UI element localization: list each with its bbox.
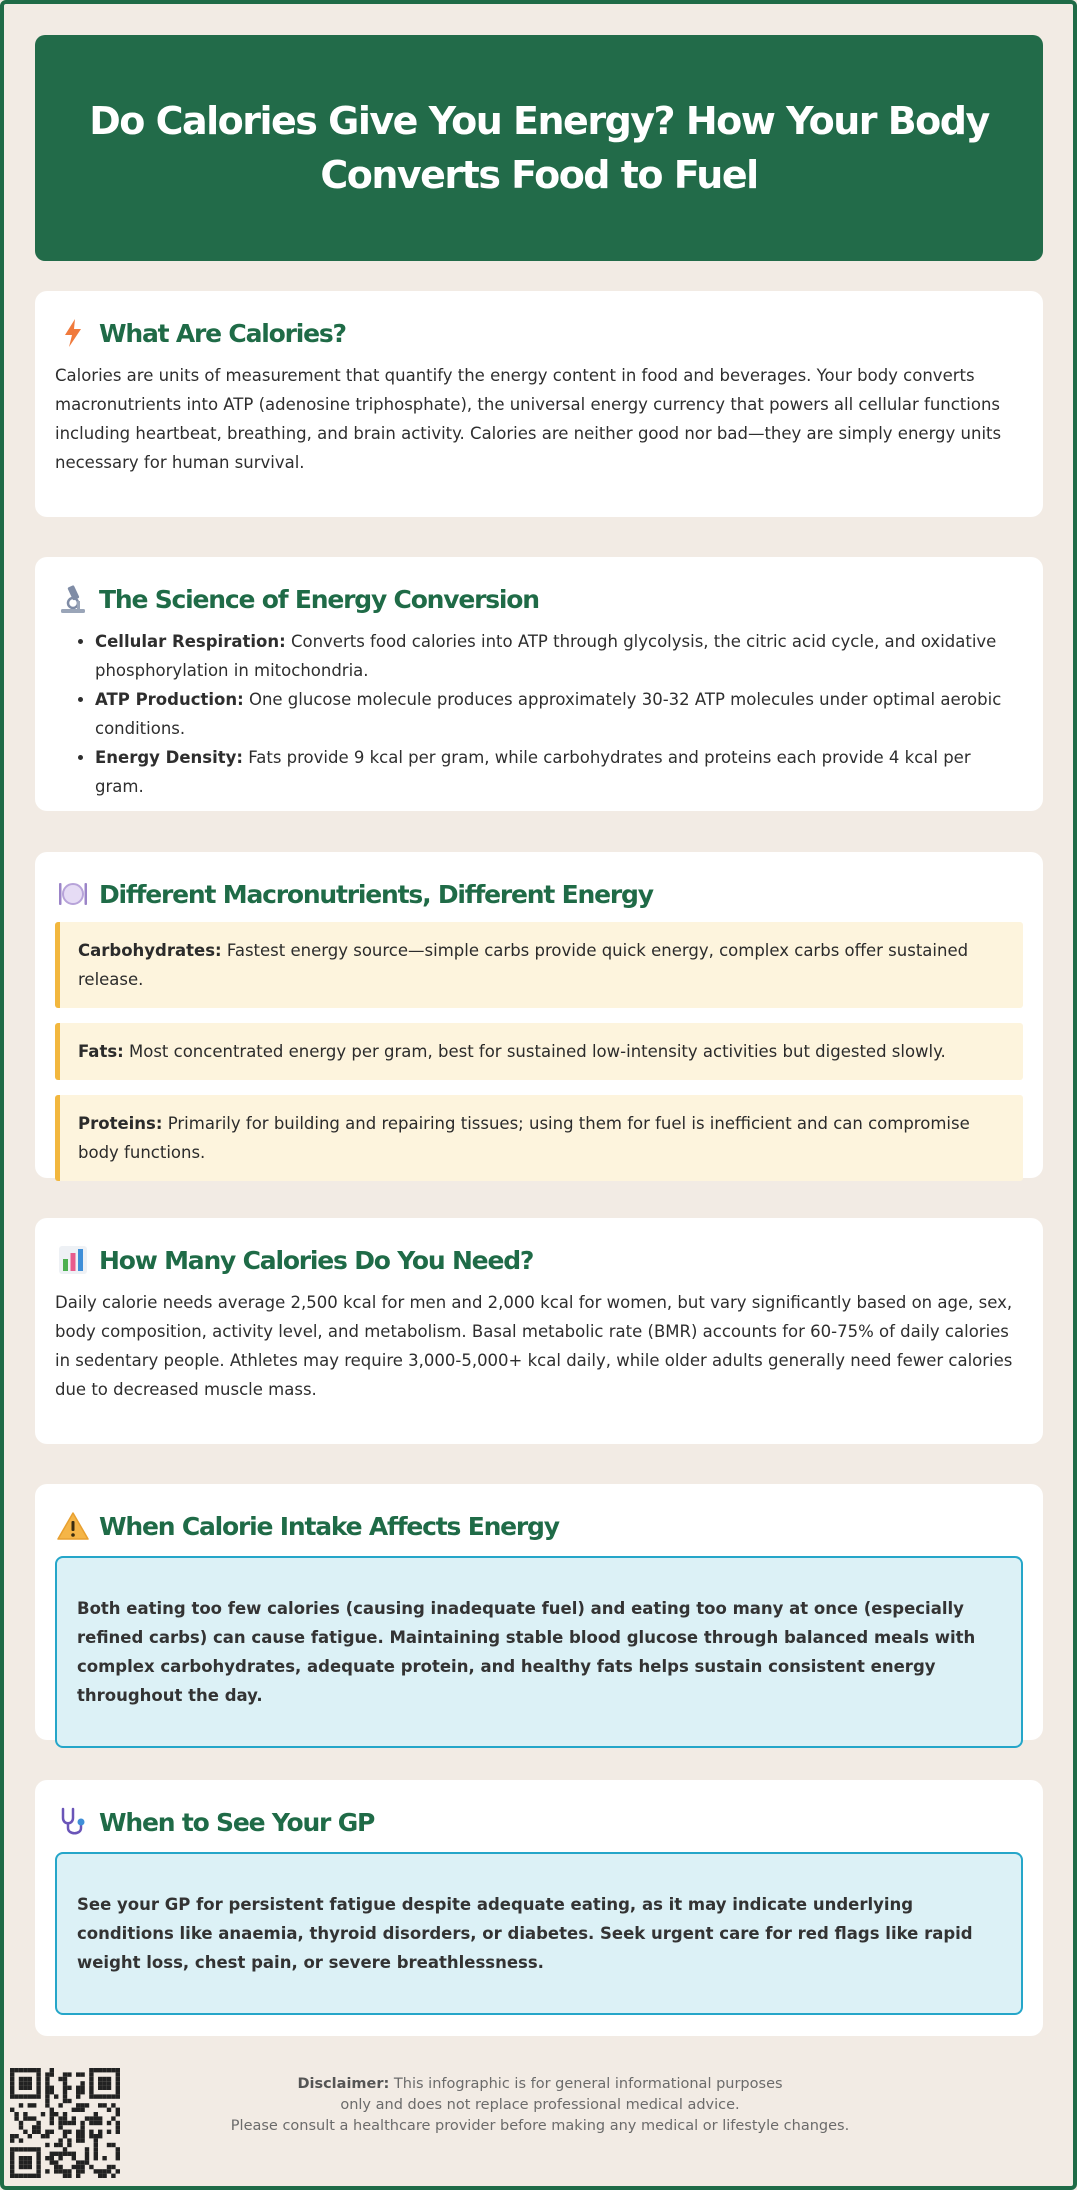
section-calorie-needs (35, 1218, 1043, 1444)
section-title: When Calorie Intake Affects Energy (99, 1511, 559, 1541)
stethoscope-icon (55, 1804, 91, 1840)
science-list (95, 627, 1023, 801)
lightning-icon (55, 315, 91, 351)
section-title: What Are Calories? (99, 318, 346, 348)
section-header (55, 1802, 1023, 1842)
section-energy-conversion (35, 557, 1043, 811)
plate-icon (55, 876, 91, 912)
disclaimer-label: Disclaimer: (297, 2076, 390, 2092)
section-what-are-calories (35, 291, 1043, 517)
macro-callout-fats: Fats: Most concentrated energy per gram, best for sustained low-intensity activities but digested slowly. (55, 1023, 1023, 1080)
intake-alert-box: Both eating too few calories (causing inadequate fuel) and eating too many at once (especially refined carbs) can cause fatigue. Maintaining stable blood glucose through balanced meals with complex carbohydrates, adequate protein, and healthy fats helps sustain consistent energy throughout the day. (55, 1556, 1023, 1748)
section-see-gp (35, 1780, 1043, 2036)
page-title: Do Calories Give You Energy? How Your Body Converts Food to Fuel (89, 99, 989, 197)
section-title: When to See Your GP (99, 1807, 375, 1837)
qr-code-icon[interactable] (10, 2068, 120, 2178)
disclaimer: Disclaimer: This infographic is for general informational purposes only and does not replace professional medical advice. Please consult a healthcare provider before making any medical or lifestyle changes. (230, 2076, 850, 2134)
section-title: Different Macronutrients, Different Energy (99, 879, 653, 909)
warning-icon (55, 1508, 91, 1544)
list-item: • Energy Density: Fats provide 9 kcal per gram, while carbohydrates and proteins each provide 4 kcal per gram. (95, 743, 1023, 801)
bar-chart-icon (55, 1242, 91, 1278)
section-title: How Many Calories Do You Need? (99, 1245, 534, 1275)
list-item: • ATP Production: One glucose molecule produces approximately 30-32 ATP molecules under optimal aerobic conditions. (95, 685, 1023, 743)
page-header (35, 35, 1043, 261)
section-header (55, 874, 1023, 914)
list-item: • Cellular Respiration: Converts food calories into ATP through glycolysis, the citric acid cycle, and oxidative phosphorylation in mitochondria. (95, 627, 1023, 685)
section-macronutrients (35, 852, 1043, 1178)
macro-callout-proteins: Proteins: Primarily for building and repairing tissues; using them for fuel is inefficient and can compromise body functions. (55, 1095, 1023, 1181)
section-body: Daily calorie needs average 2,500 kcal for men and 2,000 kcal for women, but vary significantly based on age, sex, body composition, activity level, and metabolism. Basal metabolic rate (BMR) accounts for 60-75% of daily calories in sedentary people. Athletes may require 3,000-5,000+ kcal daily, while older adults generally need fewer calories due to decreased muscle mass. (55, 1293, 1013, 1399)
section-calorie-intake (35, 1484, 1043, 1740)
microscope-icon (55, 581, 91, 617)
section-header (55, 1240, 1023, 1280)
section-header (55, 579, 1023, 619)
section-body: Calories are units of measurement that quantify the energy content in food and beverages. Your body converts macronutrients into ATP (adenosine triphosphate), the universal energy currency that powers all cellular functions including heartbeat, breathing, and brain activity. Calories are neither good nor bad—they are simply energy units necessary for human survival. (55, 366, 1002, 472)
macro-callout-carbohydrates: Carbohydrates: Fastest energy source—simple carbs provide quick energy, complex carbs offer sustained release. (55, 922, 1023, 1008)
section-header (55, 1506, 1023, 1546)
gp-alert-box: See your GP for persistent fatigue despite adequate eating, as it may indicate underlying conditions like anaemia, thyroid disorders, or diabetes. Seek urgent care for red flags like rapid weight loss, chest pain, or severe breathlessness. (55, 1852, 1023, 2015)
section-title: The Science of Energy Conversion (99, 584, 539, 614)
section-header (55, 313, 1023, 353)
